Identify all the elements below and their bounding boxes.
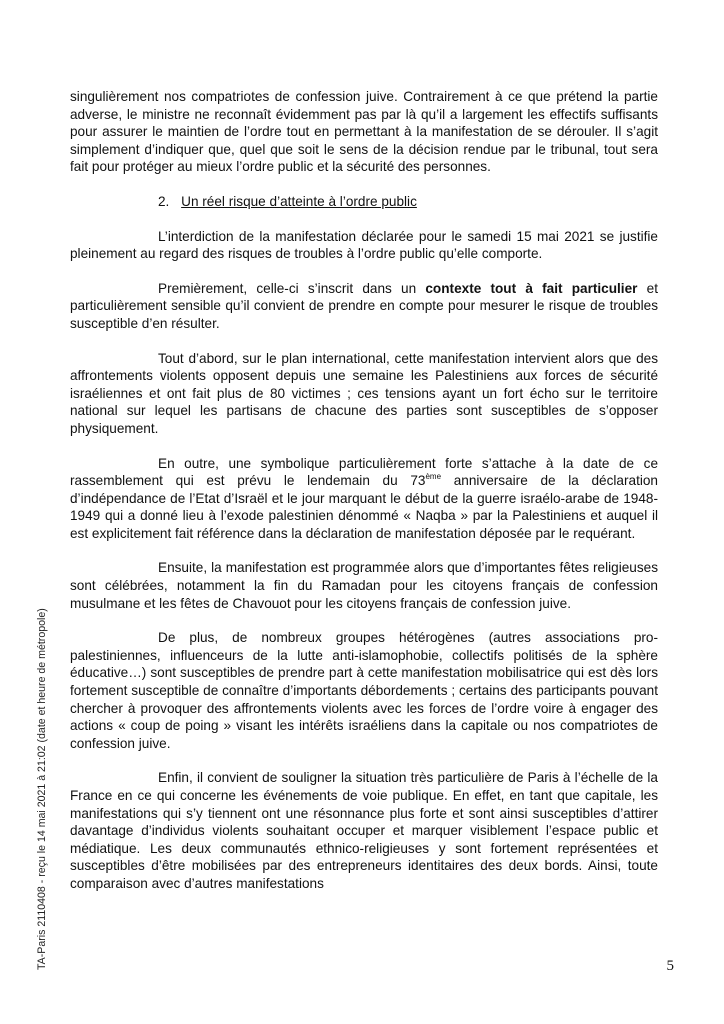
paragraph-symbolique [70, 455, 658, 543]
paragraph-interdiction: L’interdiction de la manifestation déclarée pour le samedi 15 mai 2021 se justifie pleinement au regard des risques de troubles à l’ordre public qu’elle comporte. [70, 228, 658, 262]
symbolique-text-before: En outre, une symbolique particulièrement forte s’attache à la date de ce rassemblement qui est prévu le lendemain du 73 [70, 455, 658, 489]
paragraph-groupes: De plus, de nombreux groupes hétérogènes (autres associations pro-palestiniennes, influenceurs de la lutte anti-islamophobie, collectifs politisés de la sphère éducative…) sont susceptibles de prendre part à cette manifestation mobilisatrice qui est dès lors fortement susceptible de connaître d’importants débordements ; certains des participants pouvant chercher à provoquer des affrontements violents avec les forces de l’ordre voire à engager des actions « coup de poing » visant les intérêts israéliens dans la capitale ou nos compatriotes de confession juive. [70, 630, 658, 751]
paragraph-intro: singulièrement nos compatriotes de confession juive. Contrairement à ce que prétend la partie adverse, le ministre ne reconnaît évidemment pas par là qu’il a largement les effectifs suffisants pour assurer le maintien de l’ordre tout en permettant à la manifestation de se dérouler. Il s’agit simplement d’indiquer que, quel que soit le sens de la décision rendue par le tribunal, tout sera fait pour protéger au mieux l’ordre public et la sécurité des personnes. [70, 89, 658, 175]
paragraph-international: Tout d’abord, sur le plan international, cette manifestation intervient alors que des affrontements violents opposent depuis une semaine les Palestiniens aux forces de sécurité israéliennes et ont fait plus de 80 victimes ; ces tensions ayant un fort écho sur le territoire national sur lequel les partisans de chacune des parties sont susceptibles de s’opposer physiquement. [70, 350, 658, 436]
section-number: 2. [158, 193, 170, 209]
premierement-text-before: Premièrement, celle-ci s’inscrit dans un [158, 280, 426, 296]
page-number: 5 [666, 958, 674, 974]
margin-receipt-stamp: TA-Paris 2110408 - reçu le 14 mai 2021 à 21:02 (date et heure de métropole) [36, 608, 48, 970]
section-title: Un réel risque d’atteinte à l’ordre public [181, 193, 417, 209]
symbolique-text-after: anniversaire de la déclaration d’indépendance de l’Etat d’Israël et le jour marquant le début de la guerre israélo-arabe de 1948-1949 qui a donné lieu à l’exode palestinien dénommé « Naqba » par la Palestiniens et auquel il est explicitement fait référence dans la déclaration de manifestation déposée par le requérant. [70, 473, 658, 541]
paragraph-premierement [70, 280, 658, 333]
section-heading [70, 193, 658, 211]
paragraph-paris: Enfin, il convient de souligner la situation très particulière de Paris à l’échelle de la France en ce qui concerne les événements de voie publique. En effet, en tant que capitale, les manifestations qui s’y tiennent ont une résonnance plus forte et sont ainsi susceptibles d’attirer davantage d’individus violents souhaitant occuper et marquer visiblement l’espace public et médiatique. Les deux communautés ethnico-religieuses y sont fortement représentées et susceptibles d’être mobilisées par des entrepreneurs identitaires des deux bords. Ainsi, toute comparaison avec d’autres manifestations [70, 770, 658, 891]
paragraph-fetes: Ensuite, la manifestation est programmée alors que d’importantes fêtes religieuses sont célébrées, notamment la fin du Ramadan pour les citoyens français de confession musulmane et les fêtes de Chavouot pour les citoyens français de confession juive. [70, 560, 658, 611]
document-body [70, 88, 658, 910]
premierement-text-after: et particulièrement sensible qu’il convient de prendre en compte pour mesurer le risque de troubles susceptible d’en résulter. [70, 280, 658, 331]
symbolique-superscript: ème [425, 472, 442, 482]
premierement-bold-text: contexte tout à fait particulier [425, 280, 638, 296]
